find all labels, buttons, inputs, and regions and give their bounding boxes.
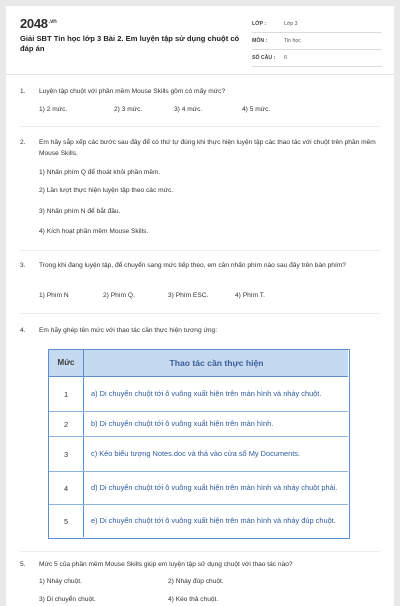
site-logo[interactable] [20,16,57,31]
question-number: 4. [20,327,26,334]
question-text: Luyện tập chuột với phần mềm Mouse Skills gồm có mấy mức? [39,88,226,95]
question-divider [20,250,380,251]
action-cell: e) Di chuyển chuột tới ô vuông xuất hiện trên màn hình và nháy đúp chuột. [91,516,336,525]
table-header [49,350,348,377]
level-cell: 2 [49,412,84,436]
question-number: 3. [20,262,26,269]
question-text: Em hãy ghép tên mức với thao tác cần thực hiện tương ứng: [39,327,218,334]
option[interactable]: 1) 2 mức. [39,106,68,113]
question-text: Trong khi đang luyện tập, để chuyển sang mức tiếp theo, em cần nhấn phím nào sau đây trên bàn phím? [39,262,346,269]
logo-sub: .vn [48,18,57,25]
option[interactable]: 1) Phím N [39,292,69,299]
option[interactable]: 4) 5 mức. [242,106,271,113]
question-divider [20,313,380,314]
header-divider [6,74,394,75]
option[interactable]: 4) Kích hoạt phần mềm Mouse Skills. [39,228,149,235]
option[interactable]: 3) Di chuyển chuột. [39,596,96,603]
option[interactable]: 3) Nhấn phím N để bắt đầu. [39,208,121,215]
matching-table [48,349,350,539]
document-page [6,6,394,606]
meta-row-count [252,52,382,67]
question-number: 2. [20,139,26,146]
option[interactable]: 2) Nháy đúp chuột. [168,578,224,585]
option[interactable]: 1) Nháy chuột. [39,578,82,585]
question-divider [20,551,380,552]
action-cell: d) Di chuyển chuột tới ô vuông xuất hiện trên màn hình và nháy chuột phải. [91,483,338,492]
option[interactable]: 2) 3 mức. [114,106,143,113]
option[interactable]: 2) Lần lượt thực hiện luyện tập theo các mức. [39,187,174,194]
level-cell: 5 [49,505,84,537]
table-row [49,472,348,505]
document-title: Giải SBT Tin học lớp 3 Bài 2. Em luyện tập sử dụng chuột có đáp án [20,34,240,53]
table-row [49,377,348,412]
meta-key: MÔN : [252,38,268,44]
level-cell: 3 [49,437,84,471]
option[interactable]: 3) 4 mức. [174,106,203,113]
question-text: Mức 5 của phần mềm Mouse Skills giúp em luyện tập sử dụng chuột với thao tác nào? [39,561,293,568]
option[interactable]: 1) Nhấn phím Q để thoát khỏi phần mềm. [39,169,161,176]
meta-row-class [252,18,382,33]
table-row [49,505,348,537]
table-row [49,437,348,472]
meta-value: Tin học [284,38,301,44]
question-number: 5. [20,561,26,568]
level-cell: 1 [49,377,84,411]
action-cell: c) Kéo biểu tượng Notes.doc và thả vào cửa sổ My Documents. [91,449,301,458]
question-number: 1. [20,88,26,95]
meta-key: LỚP : [252,21,267,27]
action-cell: a) Di chuyển chuột tới ô vuông xuất hiện trên màn hình và nháy chuột. [91,389,322,398]
meta-key: SỐ CÂU : [252,55,276,61]
question-divider [20,126,380,127]
option[interactable]: 3) Phím ESC. [168,292,209,299]
meta-info [252,18,382,69]
table-row [49,412,348,437]
header-action: Thao tác cần thực hiện [169,358,264,368]
option[interactable]: 4) Kéo thả chuột. [168,596,219,603]
action-cell: b) Di chuyển chuột tới ô vuông xuất hiện trên màn hình. [91,419,274,428]
header-level: Mức [49,350,84,376]
logo-main: 2048 [20,16,48,31]
meta-value: 6 [284,55,287,61]
meta-value: Lớp 3 [284,21,298,27]
meta-row-subject [252,35,382,50]
option[interactable]: 2) Phím Q. [103,292,135,299]
document-header [6,6,394,70]
level-cell: 4 [49,472,84,504]
option[interactable]: 4) Phím T. [235,292,265,299]
question-text: Em hãy sắp xếp các bước sau đây để có thứ tự đúng khi thực hiện luyện tập các thao tác với chuột trên phần mềm Mouse Skills. [39,139,376,157]
